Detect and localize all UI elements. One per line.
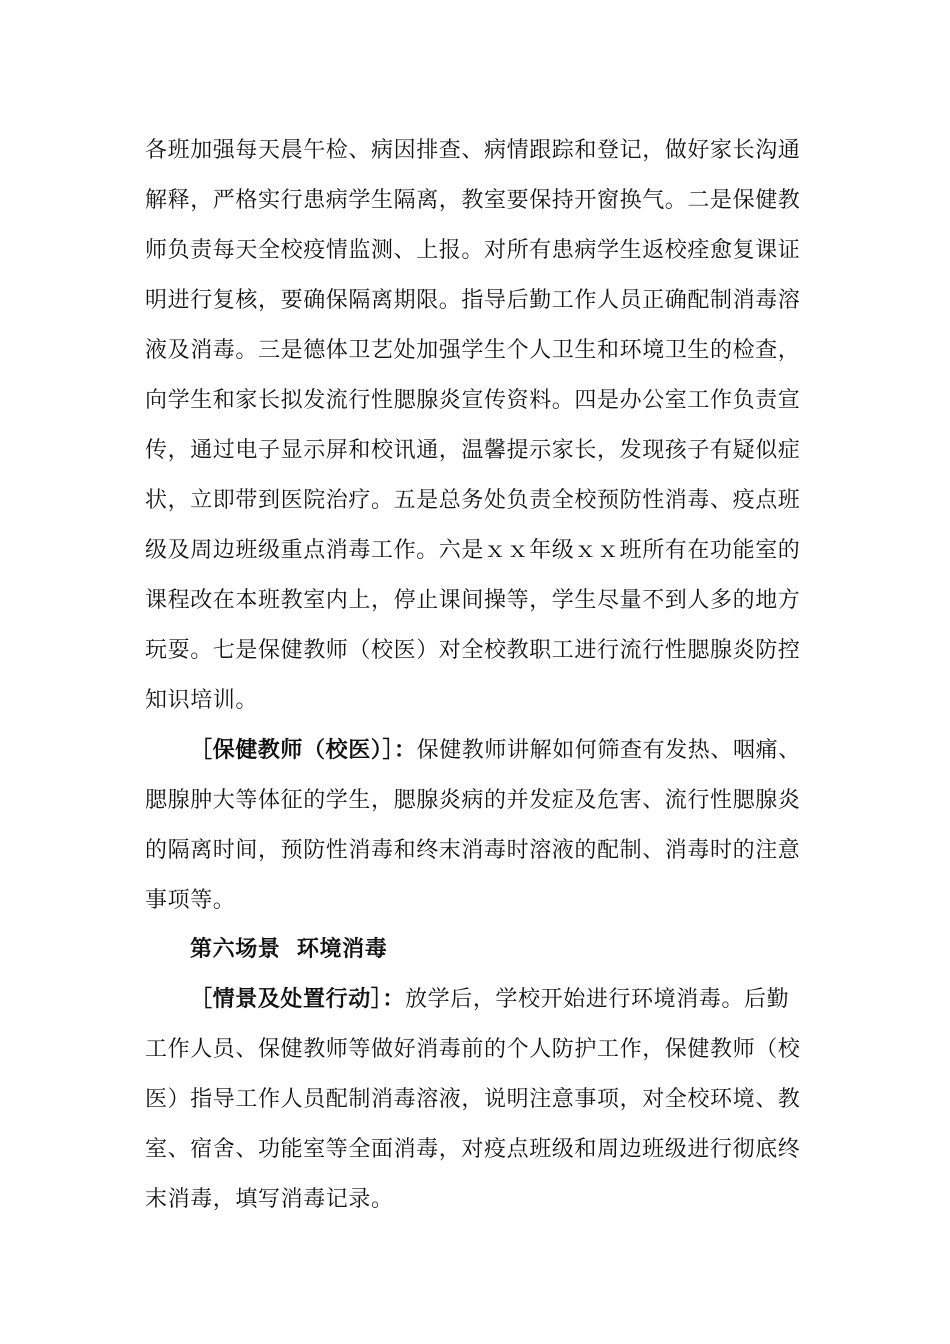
paragraph-1-line-9: 级及周边班级重点消毒工作。六是ｘｘ年级ｘｘ班所有在功能室的 — [145, 538, 801, 563]
paragraph-1-line-2: 解释，严格实行患病学生隔离，教室要保持开窗换气。二是保健教 — [145, 188, 801, 213]
paragraph-3-first-line-text: 放学后，学校开始进行环境消毒。后勤 — [405, 987, 790, 1012]
paragraph-3-line-5: 末消毒，填写消毒记录。 — [145, 1187, 394, 1212]
paragraph-1-line-3: 师负责每天全校疫情监测、上报。对所有患病学生返校痊愈复课证 — [145, 238, 801, 263]
paragraph-3-first-line — [190, 985, 789, 1015]
paragraph-1-line-12: 知识培训。 — [145, 688, 259, 713]
paragraph-3-line-4: 室、宿舍、功能室等全面消毒，对疫点班级和周边班级进行彻底终 — [145, 1137, 801, 1162]
scenario-action-label: ［情景及处置行动］： — [190, 987, 406, 1012]
paragraph-2-first-line — [190, 736, 801, 766]
paragraph-1-line-7: 传，通过电子显示屏和校讯通，温馨提示家长，发现孩子有疑似症 — [145, 438, 801, 463]
paragraph-2-line-2: 腮腺肿大等体征的学生，腮腺炎病的并发症及危害、流行性腮腺炎 — [145, 788, 801, 813]
scene-heading: 第六场景 环境消毒 — [190, 937, 388, 962]
paragraph-1-line-10: 课程改在本班教室内上，停止课间操等，学生尽量不到人多的地方 — [145, 588, 801, 613]
paragraph-1-line-11: 玩耍。七是保健教师（校医）对全校教职工进行流行性腮腺炎防控 — [145, 638, 801, 663]
paragraph-2-line-4: 事项等。 — [145, 888, 236, 913]
paragraph-3-line-2: 工作人员、保健教师等做好消毒前的个人防护工作，保健教师（校 — [145, 1037, 801, 1062]
paragraph-1-line-1: 各班加强每天晨午检、病因排查、病情跟踪和登记，做好家长沟通 — [145, 138, 801, 163]
paragraph-2-line-3: 的隔离时间，预防性消毒和终末消毒时溶液的配制、消毒时的注意 — [145, 838, 801, 863]
paragraph-1-line-6: 向学生和家长拟发流行性腮腺炎宣传资料。四是办公室工作负责宣 — [145, 388, 801, 413]
paragraph-1-line-4: 明进行复核，要确保隔离期限。指导后勤工作人员正确配制消毒溶 — [145, 288, 801, 313]
school-doctor-label: ［保健教师（校医）］： — [190, 738, 417, 763]
paragraph-2-first-line-text: 保健教师讲解如何筛查有发热、咽痛、 — [416, 738, 801, 763]
paragraph-3-line-3: 医）指导工作人员配制消毒溶液，说明注意事项，对全校环境、教 — [145, 1087, 801, 1112]
paragraph-1-line-8: 状，立即带到医院治疗。五是总务处负责全校预防性消毒、疫点班 — [145, 488, 801, 513]
paragraph-1-line-5: 液及消毒。三是德体卫艺处加强学生个人卫生和环境卫生的检查， — [145, 338, 801, 363]
